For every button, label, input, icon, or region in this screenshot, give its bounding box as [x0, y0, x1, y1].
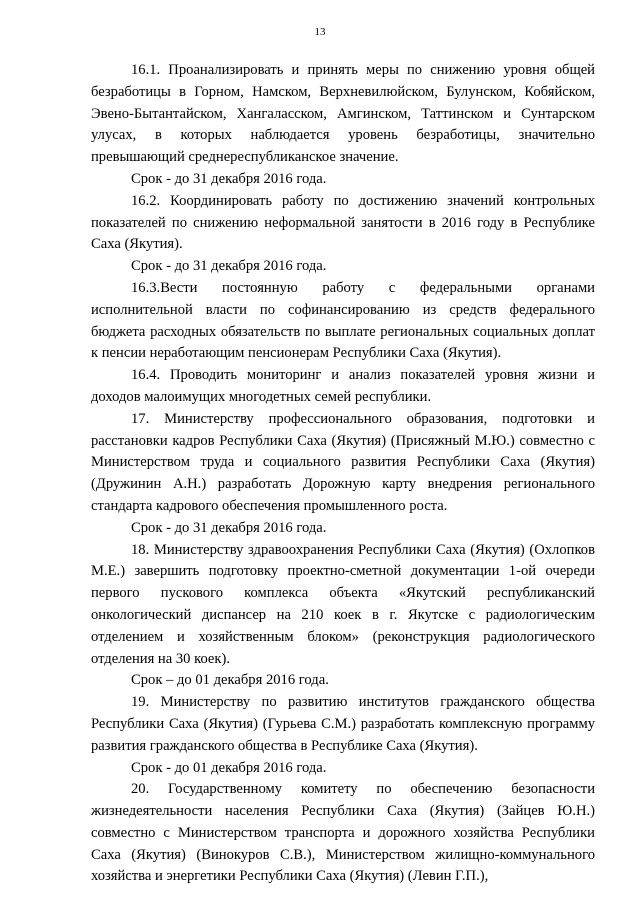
paragraph-18: 18. Министерству здравоохранения Республики Саха (Якутия) (Охлопков М.Е.) завершить подготовку проектно-сметной документации 1-ой очереди первого пускового комплекса объекта «Якутский республиканский онкологический диспансер на 210 коек в г. Якутске с радиологическим отделением и хозяйственным блоком» (реконструкция радиологического отделения на 30 коек).: [91, 541, 595, 667]
paragraph-17: 17. Министерству профессионального образования, подготовки и расстановки кадров Республики Саха (Якутия) (Присяжный М.Ю.) совместно с Министерством труда и социального развития Республики Саха (Якутия) (Дружинин А.Н.) разработать Дорожную карту внедрения регионального стандарта кадрового обеспечения промышленного роста.: [91, 410, 595, 514]
paragraph-16-4: 16.4. Проводить мониторинг и анализ показателей уровня жизни и доходов малоимущих многодетных семей республики.: [91, 367, 595, 405]
paragraph-19: 19. Министерству по развитию институтов гражданского общества Республики Саха (Якутия) (Гурьева С.М.) разработать комплексную программу развития гражданского общества в Республике Саха (Якутия).: [91, 694, 595, 754]
deadline-19: Срок - до 01 декабря 2016 года.: [131, 759, 327, 776]
deadline-17: Срок - до 31 декабря 2016 года.: [131, 519, 327, 536]
deadline-18: Срок – до 01 декабря 2016 года.: [131, 672, 329, 689]
document-body: [91, 60, 595, 888]
paragraph-20: 20. Государственному комитету по обеспечению безопасности жизнедеятельности населения Республики Саха (Якутия) (Зайцев Ю.Н.) совместно с Министерством транспорта и дорожного хозяйства Республики Саха (Якутия) (Винокуров С.В.), Министерством жилищно-коммунального хозяйства и энергетики Республики Саха (Якутия) (Левин Г.П.),: [91, 781, 595, 885]
deadline-16-1: Срок - до 31 декабря 2016 года.: [131, 170, 327, 187]
page-number: 13: [314, 26, 326, 38]
paragraph-16-2: 16.2. Координировать работу по достижению значений контрольных показателей по снижению неформальной занятости в 2016 году в Республике Саха (Якутия).: [91, 192, 595, 253]
paragraph-16-1: 16.1. Проанализировать и принять меры по снижению уровня общей безработицы в Горном, Намском, Верхневилюйском, Булунском, Кобяйском, Эвено-Бытантайском, Хангаласском, Амгинском, Таттинском и Сунтарском улусах, в которых наблюдается уровень безработицы, значительно превышающий среднереспубликанское значение.: [91, 62, 595, 166]
deadline-16-2: Срок - до 31 декабря 2016 года.: [131, 258, 327, 275]
paragraph-16-3: 16.3.Вести постоянную работу с федеральными органами исполнительной власти по софинансированию из средств федерального бюджета расходных обязательств по выплате региональных социальных доплат к пенсии неработающим пенсионерам Республики Саха (Якутия).: [91, 279, 595, 362]
